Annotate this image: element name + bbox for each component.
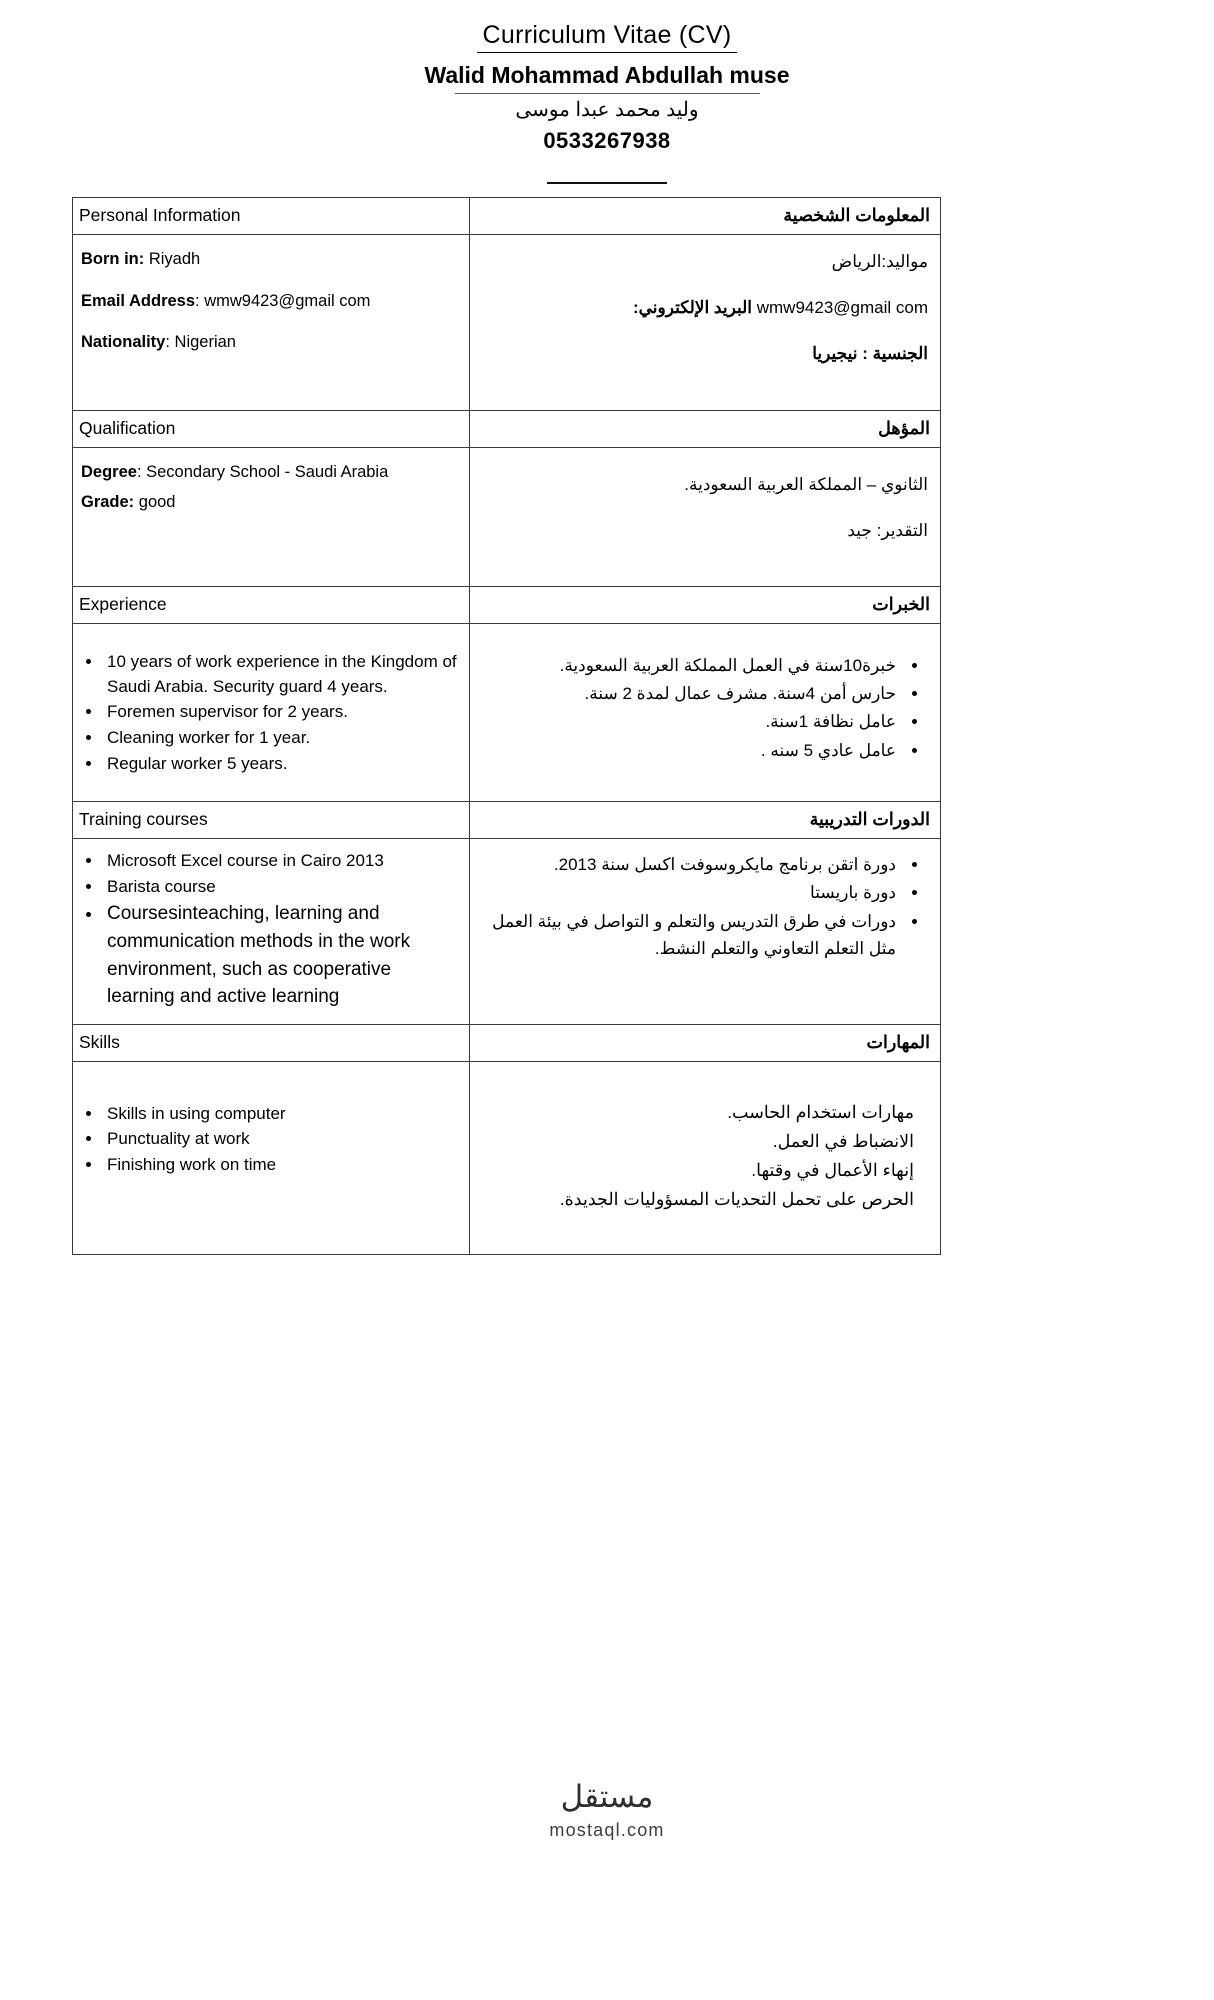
experience-head-ar-cell (470, 587, 941, 624)
training-head-ar-cell (470, 802, 941, 839)
list-item: • عامل عادي 5 سنه . (470, 737, 900, 764)
grade-label: Grade: (81, 492, 135, 511)
document-header (0, 0, 1214, 184)
qualification-body-en-cell (73, 448, 470, 587)
watermark-site-name: mostaql.com (549, 1820, 665, 1841)
experience-list-ar (470, 652, 928, 764)
personal-body-en-cell (73, 235, 470, 411)
nationality-row-ar: الجنسية : نيجيريا (812, 343, 928, 363)
section-header-experience (73, 587, 941, 624)
section-body-skills (73, 1061, 941, 1254)
experience-body-en-cell (73, 624, 470, 802)
email-label: Email Address (81, 291, 196, 310)
nationality-row (81, 330, 461, 356)
qualification-details-en (73, 448, 469, 529)
list-item: • عامل نظافة 1سنة. (470, 708, 900, 735)
born-row-ar: مواليد:الرياض (831, 252, 928, 271)
email-label-ar: البريد الإلكتروني: (632, 297, 752, 317)
list-item: مهارات استخدام الحاسب. (727, 1101, 914, 1122)
training-list-en (73, 849, 461, 1010)
list-item: • Punctuality at work (103, 1127, 461, 1152)
footer-watermark (0, 1780, 1214, 1841)
qualification-head-en-cell (73, 411, 470, 448)
list-item: • Regular worker 5 years. (103, 752, 461, 777)
list-item: إنهاء الأعمال في وقتها. (751, 1159, 914, 1180)
candidate-name-ar: وليد محمد عبدا موسى (515, 98, 699, 121)
training-list-ar-wrap (470, 839, 940, 975)
degree-label: Degree (81, 463, 137, 481)
experience-list-en (73, 650, 461, 776)
experience-head-en: Experience (79, 594, 167, 614)
degree-separator: : (136, 463, 147, 481)
list-item: • Coursesinteaching, learning and communication methods in the work environment, such as cooperative learning and active learning (103, 900, 461, 1010)
training-body-en-cell (73, 839, 470, 1024)
section-body-qualification (73, 448, 941, 587)
list-item: الحرص على تحمل التحديات المسؤوليات الجديدة. (559, 1188, 914, 1209)
qualification-head-en: Qualification (79, 418, 176, 438)
personal-details-en (73, 235, 469, 370)
degree-value: Secondary School - Saudi Arabia (146, 463, 389, 481)
header-bottom-divider (547, 182, 667, 184)
personal-details-ar (470, 235, 940, 382)
section-body-personal (73, 235, 941, 411)
section-header-skills (73, 1024, 941, 1061)
training-head-en: Training courses (79, 809, 208, 830)
experience-list-ar-wrap (470, 624, 940, 789)
list-item: • Foremen supervisor for 2 years. (103, 700, 461, 725)
personal-head-en: Personal Information (79, 205, 241, 225)
email-row (81, 289, 461, 315)
nationality-label: Nationality (81, 333, 166, 352)
section-header-training (73, 802, 941, 839)
personal-body-ar-cell (470, 235, 941, 411)
list-item: • 10 years of work experience in the Kingdom of Saudi Arabia. Security guard 4 years. (103, 650, 461, 699)
degree-row-ar: الثانوي – المملكة العربية السعودية. (684, 475, 928, 494)
skills-list-ar-wrap (470, 1062, 940, 1254)
email-row-ar (478, 293, 928, 323)
list-item: • دورة باريستا (470, 879, 900, 906)
list-item: • دورة اتقن برنامج مايكروسوفت اكسل سنة 2013. (470, 851, 900, 878)
degree-row (81, 460, 461, 486)
skills-head-en: Skills (79, 1031, 120, 1052)
nationality-value: Nigerian (174, 333, 236, 352)
cv-table (72, 197, 941, 1255)
skills-head-ar: المهارات (866, 1031, 930, 1052)
training-head-ar: الدورات التدريبية (809, 809, 930, 830)
list-item: • حارس أمن 4سنة. مشرف عمال لمدة 2 سنة. (470, 680, 900, 707)
phone-number: 0533267938 (543, 127, 671, 153)
personal-head-en-cell (73, 198, 470, 235)
list-item: • Barista course (103, 875, 461, 900)
list-item: • Microsoft Excel course in Cairo 2013 (103, 849, 461, 874)
list-item: • Cleaning worker for 1 year. (103, 726, 461, 751)
qualification-head-ar: المؤهل (878, 418, 930, 438)
section-header-personal (73, 198, 941, 235)
page-title: Curriculum Vitae (CV) (477, 20, 738, 53)
training-head-en-cell (73, 802, 470, 839)
skills-list-en (73, 1102, 461, 1178)
watermark-logo-ar: مستقل (560, 1779, 654, 1814)
list-item: • Finishing work on time (103, 1153, 461, 1178)
section-body-training (73, 839, 941, 1024)
list-item: • Skills in using computer (103, 1102, 461, 1127)
training-list-ar (470, 851, 928, 962)
section-body-experience (73, 624, 941, 802)
skills-list-ar (470, 1098, 928, 1213)
experience-body-ar-cell (470, 624, 941, 802)
name-divider (455, 93, 760, 94)
qualification-head-ar-cell (470, 411, 941, 448)
section-header-qualification (73, 411, 941, 448)
training-body-ar-cell (470, 839, 941, 1024)
email-separator: : (195, 291, 205, 310)
nationality-separator: : (165, 333, 175, 352)
personal-head-ar-cell (470, 198, 941, 235)
personal-head-ar: المعلومات الشخصية (783, 205, 930, 225)
list-item: الانضباط في العمل. (772, 1130, 914, 1151)
born-value: Riyadh (144, 250, 201, 268)
qualification-details-ar (470, 448, 940, 560)
list-item: • دورات في طرق التدريس والتعلم و التواصل في بيئة العمل مثل التعلم التعاوني والتعلم النشط. (470, 908, 900, 962)
candidate-name-en: Walid Mohammad Abdullah muse (424, 62, 790, 89)
list-item: • خبرة10سنة في العمل المملكة العربية السعودية. (470, 652, 900, 679)
experience-list-en-wrap (73, 624, 469, 801)
grade-value: good (134, 492, 176, 511)
grade-row (81, 490, 461, 516)
skills-body-en-cell (73, 1061, 470, 1254)
email-value: wmw9423@gmail com (204, 291, 371, 310)
skills-head-en-cell (73, 1024, 470, 1061)
skills-list-en-wrap (73, 1062, 469, 1219)
experience-head-en-cell (73, 587, 470, 624)
born-label: Born in: (81, 250, 145, 268)
born-row (81, 247, 461, 273)
skills-body-ar-cell (470, 1061, 941, 1254)
training-list-en-wrap (73, 839, 469, 1023)
grade-row-ar: التقدير: جيد (847, 520, 928, 540)
skills-head-ar-cell (470, 1024, 941, 1061)
email-value-ar: wmw9423@gmail com (756, 297, 928, 317)
experience-head-ar: الخبرات (872, 594, 930, 614)
qualification-body-ar-cell (470, 448, 941, 587)
